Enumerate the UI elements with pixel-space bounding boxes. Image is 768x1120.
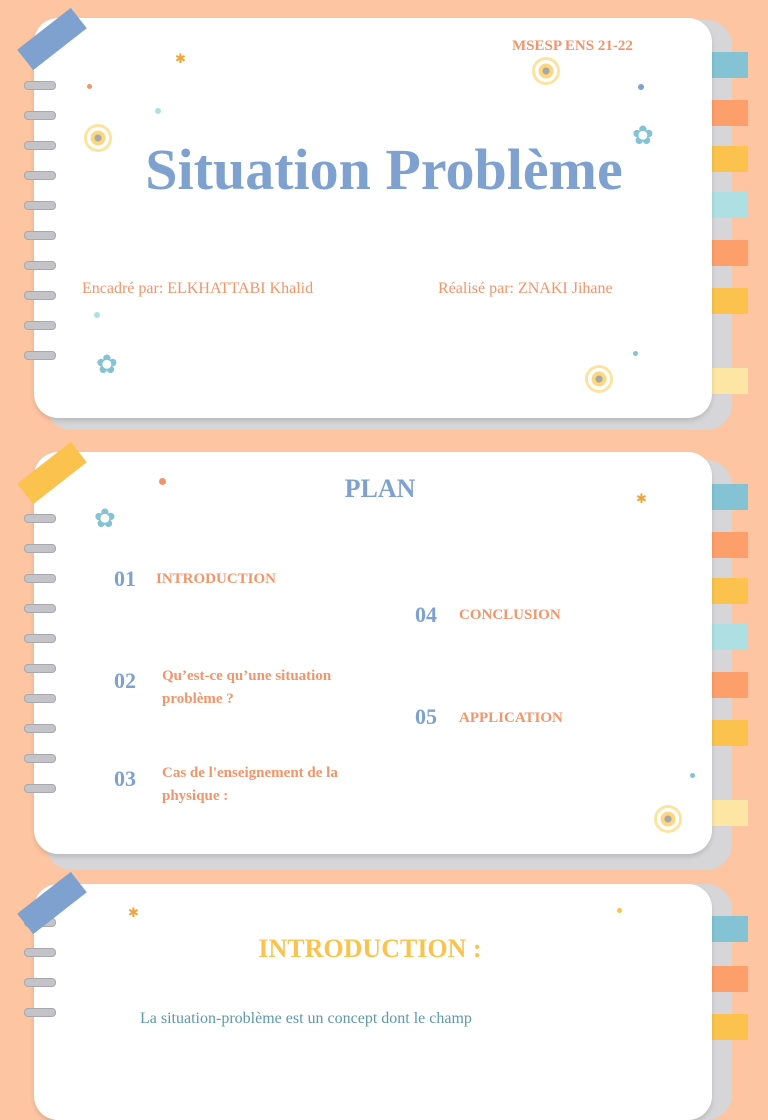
divider-tab-yellow[interactable] [710,720,748,746]
confetti-dot [155,108,161,114]
divider-tab-orange[interactable] [710,966,748,992]
divider-tab-cream[interactable] [710,800,748,826]
item-number: 02 [114,668,136,693]
confetti-dot [690,773,695,778]
author-credit: Réalisé par: ZNAKI Jihane [438,280,613,297]
flower-icon: ✿ [96,350,118,379]
sparkle-icon: ✱ [636,491,647,506]
binder-ring [24,544,56,553]
confetti-dot [617,908,622,913]
confetti-dot [94,312,100,318]
item-number: 01 [114,566,136,591]
title-slide [0,0,768,430]
divider-tab-teal[interactable] [710,52,748,78]
plan-slide [0,440,768,870]
binder-ring [24,664,56,673]
intro-paragraph: La situation-problème est un concept dont le champ [140,1010,472,1027]
sparkle-icon: ✱ [128,905,139,920]
plan-item-definition[interactable]: Qu’est-ce qu’une situation problème ? [162,668,332,707]
binder-ring [24,724,56,733]
binder-ring [24,261,56,270]
confetti-dot [87,84,92,89]
binder-ring [24,634,56,643]
daisy-icon [535,60,557,82]
daisy-icon [657,808,679,830]
binder-ring [24,291,56,300]
plan-item-application[interactable]: APPLICATION [459,710,563,726]
binder-ring [24,604,56,613]
divider-tab-yellow[interactable] [710,1014,748,1040]
divider-tab-pale[interactable] [710,624,748,650]
supervisor-credit: Encadré par: ELKHATTABI Khalid [82,280,314,297]
binder-ring [24,321,56,330]
sparkle-icon: ✱ [175,51,186,66]
binder-ring [24,784,56,793]
daisy-icon [588,368,610,390]
divider-tab-yellow[interactable] [710,288,748,314]
item-number: 04 [415,602,437,627]
plan-title: PLAN [344,474,416,503]
flower-icon: ✿ [94,504,116,533]
binder-ring [24,81,56,90]
divider-tab-orange[interactable] [710,100,748,126]
section-title: INTRODUCTION : [258,934,482,963]
binder-ring [24,1008,56,1017]
divider-tab-yellow[interactable] [710,578,748,604]
plan-item-introduction[interactable]: INTRODUCTION [156,571,277,587]
confetti-dot [638,84,644,90]
binder-ring [24,514,56,523]
presentation-title: Situation Problème [145,137,623,202]
plan-item-physics[interactable]: Cas de l'enseignement de la physique : [162,765,338,804]
divider-tab-orange[interactable] [710,532,748,558]
divider-tab-orange[interactable] [710,240,748,266]
binder-ring [24,978,56,987]
binder-ring [24,231,56,240]
flower-icon: ✿ [632,121,654,150]
course-label: MSESP ENS 21-22 [512,38,633,54]
binder-ring [24,574,56,583]
binder-ring [24,754,56,763]
binder-ring [24,111,56,120]
item-number: 05 [415,704,437,729]
divider-tab-orange[interactable] [710,672,748,698]
plan-item-conclusion[interactable]: CONCLUSION [459,607,561,623]
confetti-dot [633,351,638,356]
notebook-page [34,18,712,418]
binder-ring [24,351,56,360]
item-number: 03 [114,766,136,791]
divider-tab-cream[interactable] [710,368,748,394]
binder-ring [24,694,56,703]
introduction-slide [0,880,768,1080]
